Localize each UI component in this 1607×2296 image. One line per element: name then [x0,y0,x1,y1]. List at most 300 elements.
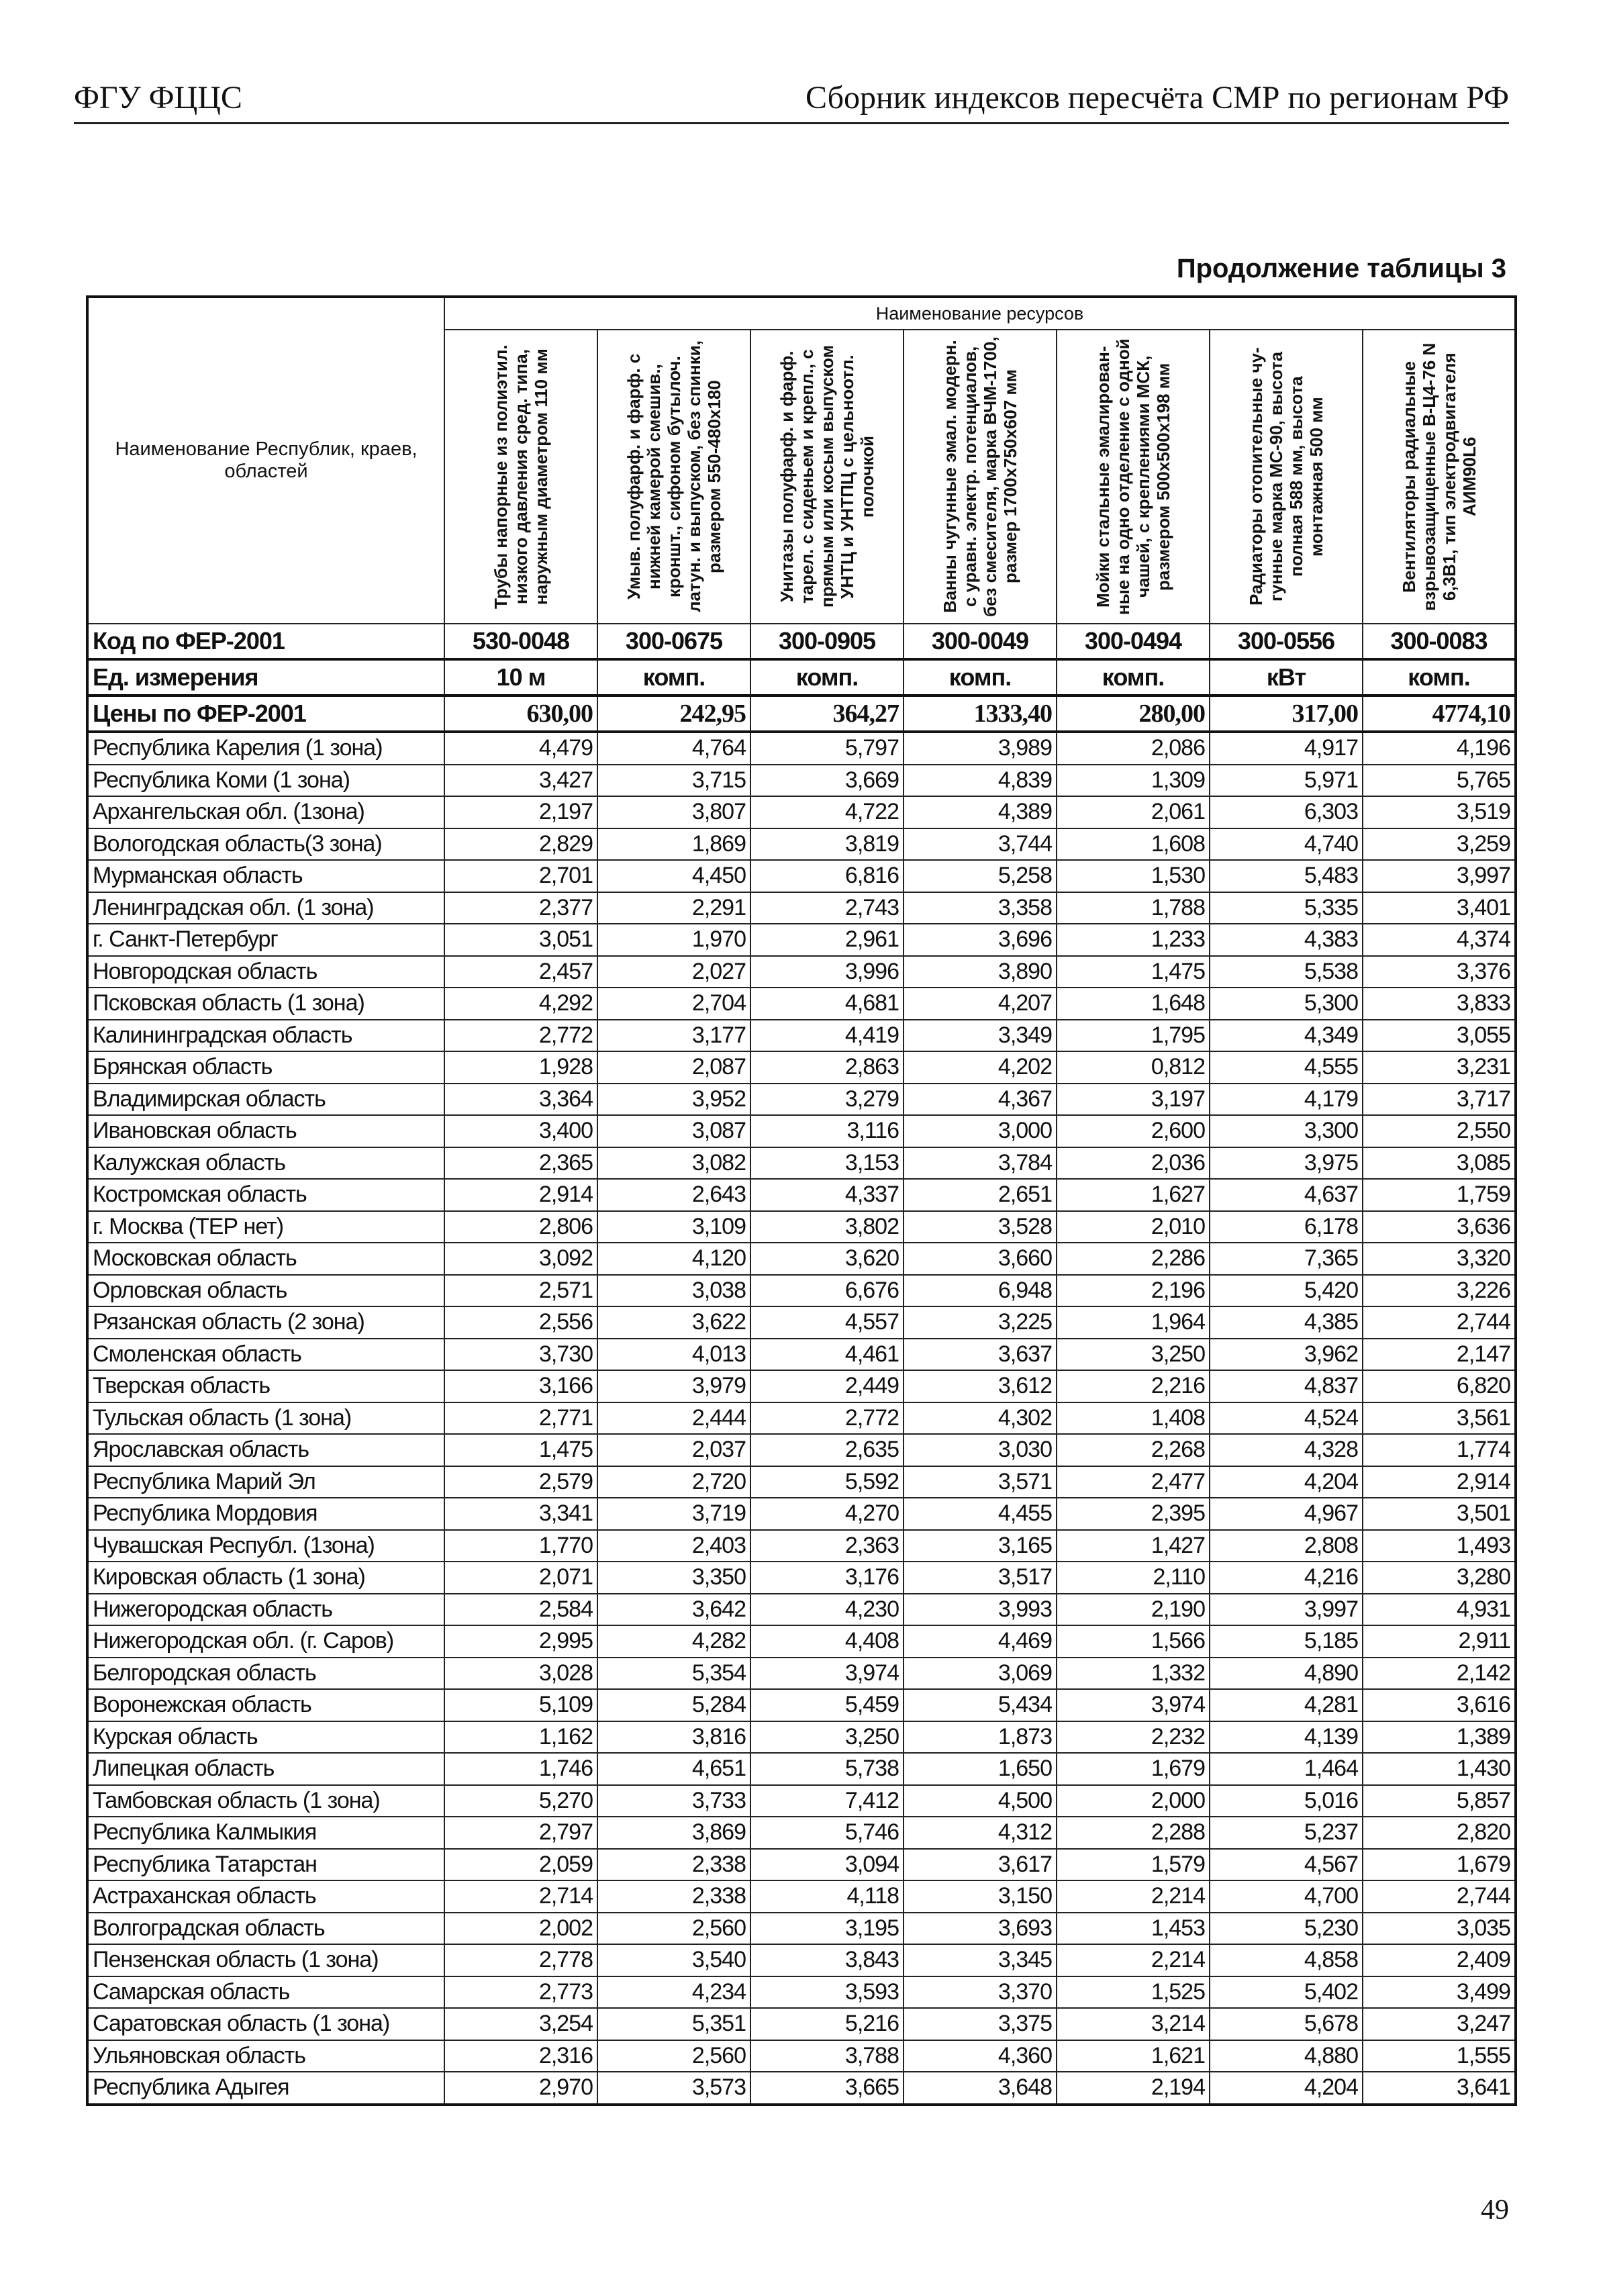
index-value: 2,190 [1057,1594,1210,1626]
index-value: 3,784 [904,1147,1057,1180]
region-name: Калужская область [87,1147,444,1180]
resources-header: Наименование ресурсов [444,297,1516,330]
index-value: 1,162 [444,1721,597,1754]
index-value: 2,744 [1363,1880,1516,1913]
index-value: 3,247 [1363,2008,1516,2040]
index-value: 1,774 [1363,1434,1516,1466]
index-value: 2,395 [1057,1498,1210,1530]
region-name: Самарская область [87,1976,444,2009]
table-row [87,1913,1516,1945]
index-value: 3,259 [1363,828,1516,861]
index-value: 4,360 [904,2040,1057,2072]
index-value: 4,555 [1210,1051,1363,1084]
region-name: Костромская область [87,1179,444,1211]
index-value: 3,400 [444,1115,597,1147]
index-value: 3,364 [444,1084,597,1116]
index-value: 1,788 [1057,892,1210,924]
code-label: Код по ФЕР-2001 [87,624,444,659]
index-value: 2,216 [1057,1370,1210,1402]
index-value: 2,808 [1210,1530,1363,1562]
table-row [87,1370,1516,1402]
index-value: 1,608 [1057,828,1210,861]
region-name: Смоленская область [87,1339,444,1371]
fer-code-cell: 300-0905 [750,624,904,659]
index-value: 5,185 [1210,1625,1363,1658]
index-value: 4,292 [444,988,597,1020]
region-name: Республика Марий Эл [87,1466,444,1498]
resource-name: Радиаторы отопительные чу-гунные марка МС-90, высота полная 588 мм, высота монтажная 500 мм [1246,347,1326,606]
table-row [87,1498,1516,1530]
index-value: 3,153 [750,1147,904,1180]
index-value: 3,085 [1363,1147,1516,1180]
index-value: 4,230 [750,1594,904,1626]
index-value: 3,279 [750,1084,904,1116]
table-row [87,2072,1516,2105]
region-name: Вологодская область(3 зона) [87,828,444,861]
index-value: 2,142 [1363,1658,1516,1690]
index-value: 3,092 [444,1243,597,1275]
index-value: 3,375 [904,2008,1057,2040]
index-value: 3,733 [597,1785,750,1817]
index-value: 2,037 [597,1434,750,1466]
index-value: 4,202 [904,1051,1057,1084]
index-value: 2,071 [444,1562,597,1594]
index-value: 4,858 [1210,1944,1363,1976]
region-name: г. Москва (ТЕР нет) [87,1211,444,1243]
index-value: 2,232 [1057,1721,1210,1754]
region-name: Республика Калмыкия [87,1817,444,1849]
index-value: 3,648 [904,2072,1057,2105]
table-row [87,1944,1516,1976]
index-value: 3,637 [904,1339,1057,1371]
index-value: 1,530 [1057,860,1210,892]
index-value: 3,993 [904,1594,1057,1626]
region-name: Ярославская область [87,1434,444,1466]
index-value: 2,571 [444,1275,597,1307]
index-value: 3,226 [1363,1275,1516,1307]
index-value: 3,997 [1210,1594,1363,1626]
index-value: 1,746 [444,1753,597,1785]
index-value: 4,890 [1210,1658,1363,1690]
index-value: 4,302 [904,1402,1057,1435]
index-value: 3,358 [904,892,1057,924]
index-value: 2,000 [1057,1785,1210,1817]
index-value: 3,055 [1363,1020,1516,1052]
index-value: 4,500 [904,1785,1057,1817]
index-value: 1,648 [1057,988,1210,1020]
index-value: 3,376 [1363,956,1516,988]
index-value: 2,773 [444,1976,597,2009]
index-value: 3,715 [597,765,750,797]
region-name: Тамбовская область (1 зона) [87,1785,444,1817]
index-value: 3,225 [904,1306,1057,1339]
table-caption: Продолжение таблицы 3 [1176,254,1506,283]
index-value: 5,216 [750,2008,904,2040]
index-value: 3,528 [904,1211,1057,1243]
fer-code-cell: 300-0083 [1363,624,1516,659]
index-value: 1,795 [1057,1020,1210,1052]
index-value: 4,637 [1210,1179,1363,1211]
table-row [87,732,1516,765]
index-value: 1,309 [1057,765,1210,797]
index-value: 5,230 [1210,1913,1363,1945]
index-value: 4,455 [904,1498,1057,1530]
fer-price-cell: 4774,10 [1363,696,1516,732]
index-value: 3,254 [444,2008,597,2040]
resource-column-header [1210,330,1363,624]
index-value: 2,288 [1057,1817,1210,1849]
index-value: 3,573 [597,2072,750,2105]
resource-name: Трубы напорные из полиэтил. низкого давления сред. типа, наружным диаметром 110 мм [491,344,551,609]
region-name: Курская область [87,1721,444,1754]
index-value: 4,120 [597,1243,750,1275]
index-value: 2,338 [597,1880,750,1913]
index-value: 3,177 [597,1020,750,1052]
index-value: 2,036 [1057,1147,1210,1180]
index-value: 4,967 [1210,1498,1363,1530]
index-value: 4,013 [597,1339,750,1371]
unit-cell: комп. [1363,659,1516,696]
index-value: 3,962 [1210,1339,1363,1371]
index-value: 2,560 [597,1913,750,1945]
index-value: 4,419 [750,1020,904,1052]
index-value: 5,258 [904,860,1057,892]
index-value: 4,479 [444,732,597,765]
index-value: 3,989 [904,732,1057,765]
table-row [87,1976,1516,2009]
index-value: 5,678 [1210,2008,1363,2040]
table-row [87,1753,1516,1785]
index-value: 4,524 [1210,1402,1363,1435]
index-value: 3,696 [904,924,1057,956]
index-value: 1,621 [1057,2040,1210,2072]
index-value: 2,086 [1057,732,1210,765]
unit-cell: комп. [597,659,750,696]
index-value: 3,030 [904,1434,1057,1466]
index-value: 5,592 [750,1466,904,1498]
index-value: 3,807 [597,796,750,828]
index-value: 4,681 [750,988,904,1020]
index-value: 1,389 [1363,1721,1516,1754]
table-row [87,2040,1516,2072]
index-value: 1,427 [1057,1530,1210,1562]
index-value: 4,837 [1210,1370,1363,1402]
index-value: 4,270 [750,1498,904,1530]
index-value: 5,746 [750,1817,904,1849]
index-value: 5,434 [904,1689,1057,1721]
table-row [87,1434,1516,1466]
index-value: 3,788 [750,2040,904,2072]
index-value: 4,461 [750,1339,904,1371]
page-number: 49 [1481,2195,1509,2226]
index-value: 2,409 [1363,1944,1516,1976]
index-value: 5,351 [597,2008,750,2040]
index-value: 3,979 [597,1370,750,1402]
index-value: 2,911 [1363,1625,1516,1658]
index-value: 3,819 [750,828,904,861]
region-name: Мурманская область [87,860,444,892]
index-value: 3,499 [1363,1976,1516,2009]
table-row [87,1721,1516,1754]
index-value: 2,194 [1057,2072,1210,2105]
index-value: 1,964 [1057,1306,1210,1339]
region-name: Орловская область [87,1275,444,1307]
table-row [87,1849,1516,1881]
index-value: 4,204 [1210,1466,1363,1498]
region-name: г. Санкт-Петербург [87,924,444,956]
region-name: Владимирская область [87,1084,444,1116]
index-value: 5,335 [1210,892,1363,924]
index-value: 2,772 [444,1020,597,1052]
region-name: Московская область [87,1243,444,1275]
index-value: 1,430 [1363,1753,1516,1785]
index-value: 3,231 [1363,1051,1516,1084]
index-value: 3,195 [750,1913,904,1945]
index-value: 2,316 [444,2040,597,2072]
index-value: 4,367 [904,1084,1057,1116]
index-value: 2,914 [444,1179,597,1211]
index-value: 4,764 [597,732,750,765]
table-row [87,2008,1516,2040]
index-value: 1,970 [597,924,750,956]
index-value: 2,363 [750,1530,904,1562]
table-row [87,1147,1516,1180]
index-value: 2,214 [1057,1944,1210,1976]
index-table [86,295,1517,2106]
index-value: 5,738 [750,1753,904,1785]
region-name: Астраханская область [87,1880,444,1913]
unit-cell: комп. [1057,659,1210,696]
index-value: 2,560 [597,2040,750,2072]
index-value: 4,880 [1210,2040,1363,2072]
table-row [87,1211,1516,1243]
index-value: 3,996 [750,956,904,988]
index-value: 3,501 [1363,1498,1516,1530]
index-value: 3,561 [1363,1402,1516,1435]
index-value: 3,665 [750,2072,904,2105]
index-value: 1,233 [1057,924,1210,956]
index-value: 3,669 [750,765,904,797]
index-value: 4,349 [1210,1020,1363,1052]
index-value: 2,403 [597,1530,750,1562]
index-value: 2,704 [597,988,750,1020]
region-name: Саратовская область (1 зона) [87,2008,444,2040]
index-value: 5,016 [1210,1785,1363,1817]
fer-price-cell: 1333,40 [904,696,1057,732]
index-value: 4,374 [1363,924,1516,956]
header-organization: ФГУ ФЦЦС [74,80,242,115]
index-value: 3,109 [597,1211,750,1243]
index-value: 3,250 [750,1721,904,1754]
table-row [87,1051,1516,1084]
index-value: 3,693 [904,1913,1057,1945]
fer-price-cell: 280,00 [1057,696,1210,732]
region-name: Волгоградская область [87,1913,444,1945]
index-value: 1,627 [1057,1179,1210,1211]
resource-column-header [904,330,1057,624]
index-value: 3,000 [904,1115,1057,1147]
index-value: 4,839 [904,765,1057,797]
index-value: 2,291 [597,892,750,924]
index-value: 3,519 [1363,796,1516,828]
table-row [87,1625,1516,1658]
index-value: 0,812 [1057,1051,1210,1084]
region-name: Республика Адыгея [87,2072,444,2105]
index-value: 4,139 [1210,1721,1363,1754]
index-value: 3,166 [444,1370,597,1402]
region-name: Республика Коми (1 зона) [87,765,444,797]
index-value: 3,345 [904,1944,1057,1976]
resource-column-header [1057,330,1210,624]
index-value: 2,147 [1363,1339,1516,1371]
index-value: 1,579 [1057,1849,1210,1881]
index-value: 3,069 [904,1658,1057,1690]
index-value: 3,341 [444,1498,597,1530]
index-value: 5,765 [1363,765,1516,797]
index-value: 3,350 [597,1562,750,1594]
region-name: Тверская область [87,1370,444,1402]
index-value: 1,332 [1057,1658,1210,1690]
index-value: 3,622 [597,1306,750,1339]
table-row [87,1275,1516,1307]
index-value: 2,550 [1363,1115,1516,1147]
index-value: 2,214 [1057,1880,1210,1913]
fer-code-cell: 530-0048 [444,624,597,659]
index-value: 4,179 [1210,1084,1363,1116]
index-value: 2,338 [597,1849,750,1881]
index-value: 1,493 [1363,1530,1516,1562]
fer-price-cell: 364,27 [750,696,904,732]
table-row [87,1785,1516,1817]
index-value: 4,931 [1363,1594,1516,1626]
resource-name: Умыв. полуфарф. и фарф. с нижней камерой смешив., кроншт., сифоном бутылоч. латун. и выпуском, без спинки, размером 550-480х180 [624,340,724,613]
index-value: 3,540 [597,1944,750,1976]
unit-cell: кВт [1210,659,1363,696]
index-value: 3,150 [904,1880,1057,1913]
index-value: 4,700 [1210,1880,1363,1913]
index-value: 6,948 [904,1275,1057,1307]
index-value: 5,483 [1210,860,1363,892]
index-value: 3,165 [904,1530,1057,1562]
index-value: 2,820 [1363,1817,1516,1849]
index-value: 3,641 [1363,2072,1516,2105]
index-value: 1,873 [904,1721,1057,1754]
index-value: 3,617 [904,1849,1057,1881]
index-value: 1,869 [597,828,750,861]
index-value: 2,744 [1363,1306,1516,1339]
index-value: 3,612 [904,1370,1057,1402]
region-name: Воронежская область [87,1689,444,1721]
index-value: 3,717 [1363,1084,1516,1116]
region-name: Чувашская Республ. (1зона) [87,1530,444,1562]
region-name: Псковская область (1 зона) [87,988,444,1020]
table-row [87,1880,1516,1913]
index-value: 3,719 [597,1498,750,1530]
index-value: 2,829 [444,828,597,861]
region-name: Ленинградская обл. (1 зона) [87,892,444,924]
index-value: 2,720 [597,1466,750,1498]
index-value: 3,087 [597,1115,750,1147]
index-value: 3,952 [597,1084,750,1116]
index-value: 2,806 [444,1211,597,1243]
index-value: 3,349 [904,1020,1057,1052]
region-name: Пензенская область (1 зона) [87,1944,444,1976]
unit-label: Ед. измерения [87,659,444,696]
index-value: 1,475 [444,1434,597,1466]
index-value: 5,109 [444,1689,597,1721]
fer-price-cell: 630,00 [444,696,597,732]
index-value: 4,917 [1210,732,1363,765]
index-value: 3,636 [1363,1211,1516,1243]
index-value: 2,778 [444,1944,597,1976]
header-collection-title: Сборник индексов пересчёта СМР по регионам РФ [806,80,1509,115]
index-value: 4,234 [597,1976,750,2009]
index-value: 3,038 [597,1275,750,1307]
index-value: 4,196 [1363,732,1516,765]
resource-name: Унитазы полуфарф. и фарф. тарел. с сиденьем и крепл., с прямым или косым выпуском УНТЦ и УНТПЦ с цельноотл. полочкой [777,345,877,608]
index-value: 4,216 [1210,1562,1363,1594]
table-row [87,1020,1516,1052]
index-value: 3,280 [1363,1562,1516,1594]
index-value: 2,771 [444,1402,597,1435]
region-name: Калининградская область [87,1020,444,1052]
index-value: 3,094 [750,1849,904,1881]
region-name: Республика Мордовия [87,1498,444,1530]
index-value: 2,651 [904,1179,1057,1211]
region-name: Липецкая область [87,1753,444,1785]
region-name: Ульяновская область [87,2040,444,2072]
resource-column-header [750,330,904,624]
index-value: 3,642 [597,1594,750,1626]
index-value: 4,469 [904,1625,1057,1658]
index-value: 2,914 [1363,1466,1516,1498]
table-row [87,828,1516,861]
region-column-header: Наименование Республик, краев, областей [87,297,444,624]
index-value: 3,401 [1363,892,1516,924]
table-row [87,1562,1516,1594]
index-value: 1,770 [444,1530,597,1562]
table-row [87,796,1516,828]
index-value: 3,051 [444,924,597,956]
price-label: Цены по ФЕР-2001 [87,696,444,732]
index-value: 6,816 [750,860,904,892]
fer-code-cell: 300-0049 [904,624,1057,659]
index-value: 2,635 [750,1434,904,1466]
index-value: 3,869 [597,1817,750,1849]
table-row [87,924,1516,956]
index-value: 4,281 [1210,1689,1363,1721]
index-value: 3,660 [904,1243,1057,1275]
index-value: 3,843 [750,1944,904,1976]
index-value: 3,028 [444,1658,597,1690]
index-value: 3,517 [904,1562,1057,1594]
unit-cell: комп. [750,659,904,696]
index-value: 1,408 [1057,1402,1210,1435]
header-divider [74,122,1509,124]
index-value: 2,863 [750,1051,904,1084]
region-name: Республика Татарстан [87,1849,444,1881]
index-value: 5,538 [1210,956,1363,988]
index-value: 2,961 [750,924,904,956]
index-value: 1,566 [1057,1625,1210,1658]
index-value: 3,616 [1363,1689,1516,1721]
region-name: Белгородская область [87,1658,444,1690]
index-value: 1,679 [1057,1753,1210,1785]
index-value: 4,408 [750,1625,904,1658]
index-value: 2,087 [597,1051,750,1084]
index-value: 1,555 [1363,2040,1516,2072]
index-value: 3,730 [444,1339,597,1371]
